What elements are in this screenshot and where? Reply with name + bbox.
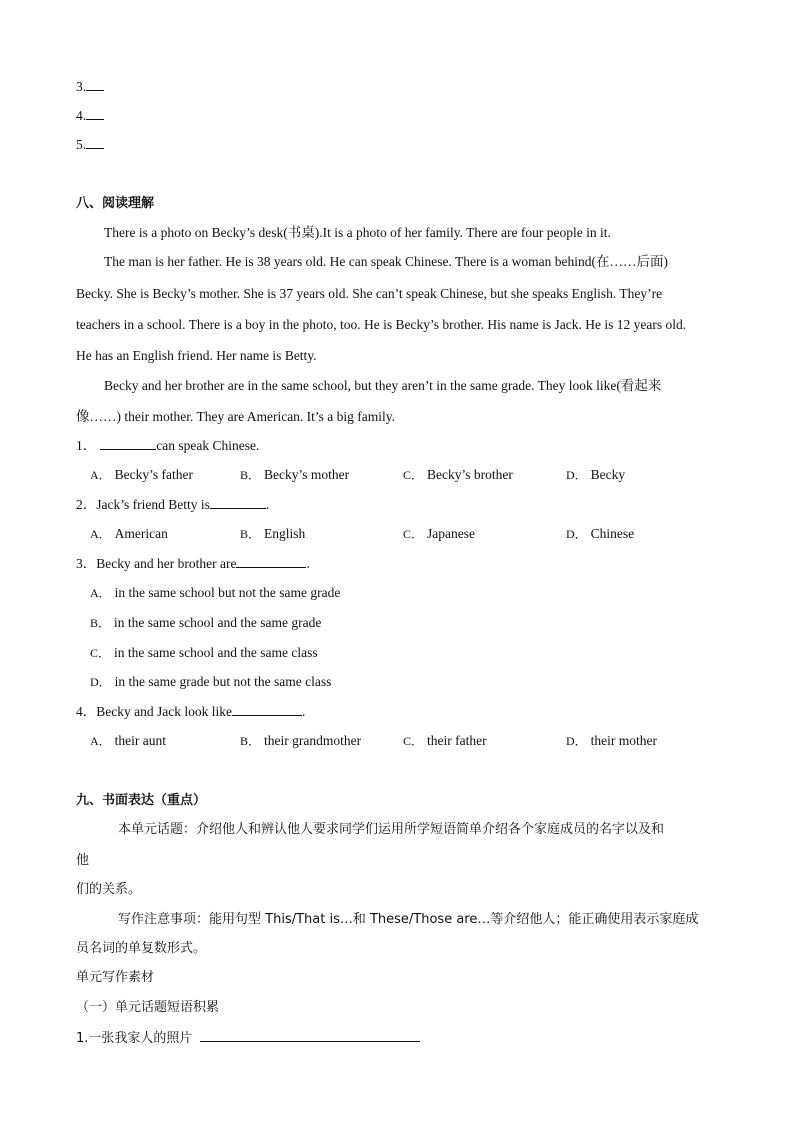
- passage-paragraph-1: There is a photo on Becky’s desk(书桌).It is a photo of her family. There are four people in it.: [104, 225, 611, 240]
- question-3-option-b[interactable]: B． in the same school and the same grade: [90, 615, 322, 630]
- answer-blank[interactable]: [210, 496, 266, 509]
- answer-line-5: 5.: [76, 136, 104, 154]
- section-title-writing: 九、书面表达（重点）: [76, 793, 207, 808]
- question-3-option-d[interactable]: D． in the same grade but not the same class: [90, 674, 332, 689]
- passage-paragraph-2-line-1: The man is her father. He is 38 years old. He can speak Chinese. There is a woman behind(在……后面): [104, 254, 668, 269]
- question-1-option-d[interactable]: D． Becky: [566, 467, 626, 482]
- passage-paragraph-2-line-3: teachers in a school. There is a boy in the photo, too. He is Becky’s brother. His name is Jack. He is 12 years old.: [76, 317, 687, 332]
- question-1-option-c[interactable]: C． Becky’s brother: [403, 467, 513, 482]
- question-3: 3．Becky and her brother are .: [76, 556, 310, 571]
- question-2-option-b[interactable]: B． English: [240, 526, 306, 541]
- question-4-option-b[interactable]: B． their grandmother: [240, 733, 362, 748]
- question-4: 4．Becky and Jack look like .: [76, 704, 306, 719]
- section-title-reading: 八、阅读理解: [76, 196, 155, 211]
- question-2: 2．Jack’s friend Betty is .: [76, 497, 270, 512]
- passage-paragraph-2-line-4: He has an English friend. Her name is Betty.: [76, 348, 317, 363]
- question-1-option-a[interactable]: A． Becky’s father: [90, 467, 194, 482]
- answer-blank[interactable]: [236, 555, 306, 568]
- passage-paragraph-3-line-1: Becky and her brother are in the same school, but they aren’t in the same grade. They look like(看起来: [104, 378, 662, 393]
- writing-notes-line-1: 写作注意事项：能用句型 This/That is…和 These/Those are…等介绍他人；能正确使用表示家庭成: [118, 912, 699, 927]
- question-3-option-a[interactable]: A． in the same school but not the same grade: [90, 585, 341, 600]
- question-2-option-c[interactable]: C． Japanese: [403, 526, 475, 541]
- answer-blank[interactable]: [86, 78, 104, 91]
- answer-line-4: 4.: [76, 107, 104, 125]
- question-1-option-b[interactable]: B． Becky’s mother: [240, 467, 350, 482]
- question-3-option-c[interactable]: C． in the same school and the same class: [90, 645, 318, 660]
- passage-paragraph-2-line-2: Becky. She is Becky’s mother. She is 37 years old. She can’t speak Chinese, but she speaks English. They’re: [76, 286, 663, 301]
- writing-topic-line-1: 本单元话题：介绍他人和辨认他人要求同学们运用所学短语简单介绍各个家庭成员的名字以及和: [118, 822, 665, 837]
- answer-blank[interactable]: [86, 136, 104, 149]
- question-1: 1． can speak Chinese.: [76, 438, 260, 453]
- answer-line-3: 3.: [76, 78, 104, 96]
- question-4-option-c[interactable]: C． their father: [403, 733, 487, 748]
- question-2-option-a[interactable]: A． American: [90, 526, 168, 541]
- phrase-item-1: 1.一张我家人的照片: [76, 1029, 420, 1048]
- phrase-accumulation-heading: （一）单元话题短语积累: [76, 1000, 220, 1015]
- answer-blank[interactable]: [200, 1029, 420, 1042]
- writing-topic-line-3: 们的关系。: [76, 882, 142, 897]
- passage-paragraph-3-line-2: 像……) their mother. They are American. It’s a big family.: [76, 409, 396, 424]
- question-4-option-d[interactable]: D． their mother: [566, 733, 658, 748]
- answer-blank[interactable]: [100, 437, 156, 450]
- question-4-option-a[interactable]: A． their aunt: [90, 733, 167, 748]
- answer-blank[interactable]: [232, 703, 302, 716]
- writing-notes-line-2: 员名词的单复数形式。: [76, 941, 207, 956]
- question-2-option-d[interactable]: D． Chinese: [566, 526, 635, 541]
- answer-blank[interactable]: [86, 107, 104, 120]
- writing-topic-line-2: 他: [76, 853, 90, 868]
- writing-materials-heading: 单元写作素材: [76, 970, 155, 985]
